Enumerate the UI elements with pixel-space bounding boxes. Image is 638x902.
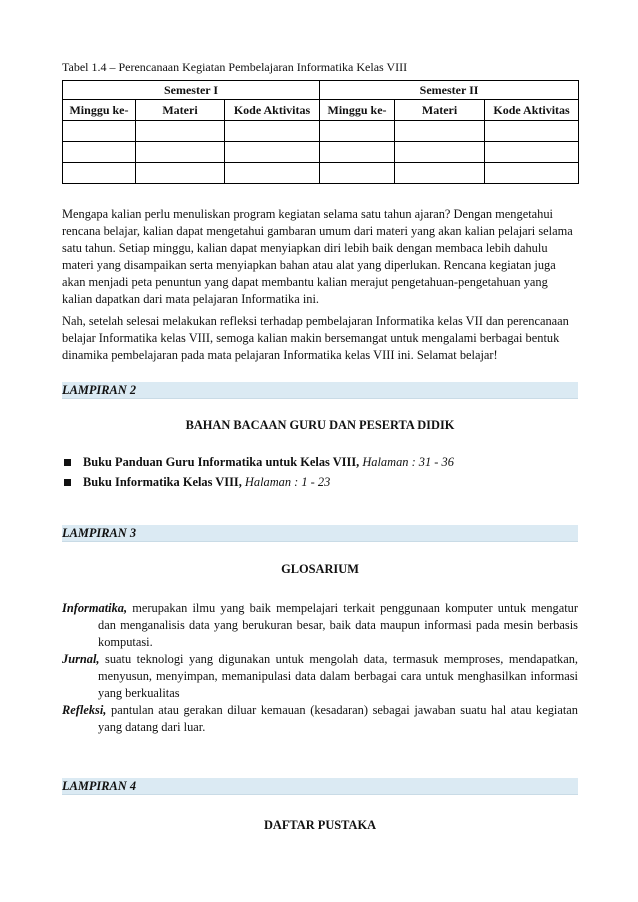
section-band-lampiran-4: LAMPIRAN 4 bbox=[62, 778, 578, 795]
table-cell bbox=[225, 142, 320, 163]
section-band-lampiran-2: LAMPIRAN 2 bbox=[62, 382, 578, 399]
glossary-term: Jurnal, bbox=[62, 652, 100, 666]
table-cell bbox=[320, 121, 395, 142]
lesson-plan-table bbox=[62, 80, 579, 184]
reading-list bbox=[62, 452, 454, 492]
table-row bbox=[63, 142, 579, 163]
table-cell bbox=[485, 142, 579, 163]
paragraph-closing: Nah, setelah selesai melakukan refleksi terhadap pembelajaran Informatika kelas VII dan perencanaan belajar Informatika kelas VIII, semoga kalian makin bersemangat untuk mengalami berbagai bentuk dinamika pembelajaran pada mata pelajaran Informatika kelas VIII ini. Selamat belajar! bbox=[62, 314, 569, 362]
table-cell bbox=[485, 121, 579, 142]
table-cell bbox=[320, 163, 395, 184]
table-cell bbox=[225, 163, 320, 184]
table-cell bbox=[63, 163, 136, 184]
square-bullet-icon bbox=[64, 479, 71, 486]
section-band-lampiran-3: LAMPIRAN 3 bbox=[62, 525, 578, 542]
table-row bbox=[63, 163, 579, 184]
section-heading-reading: BAHAN BACAAN GURU DAN PESERTA DIDIK bbox=[185, 418, 455, 432]
column-header: Kode Aktivitas bbox=[225, 100, 320, 121]
column-header: Minggu ke- bbox=[63, 100, 136, 121]
book-title: Buku Informatika Kelas VIII, bbox=[83, 475, 242, 489]
table-cell bbox=[136, 142, 225, 163]
column-header: Materi bbox=[395, 100, 485, 121]
table-caption: Tabel 1.4 – Perencanaan Kegiatan Pembelajaran Informatika Kelas VIII bbox=[62, 60, 408, 74]
glossary-definition: pantulan atau gerakan diluar kemauan (kesadaran) sebagai jawaban suatu hal atau kegiatan yang datang dari luar. bbox=[98, 703, 578, 734]
section-heading-bibliography: DAFTAR PUSTAKA bbox=[263, 818, 377, 832]
list-item bbox=[62, 472, 454, 492]
glossary-entry bbox=[62, 600, 578, 651]
semester-2-header: Semester II bbox=[320, 81, 579, 100]
glossary-entry bbox=[62, 651, 578, 702]
column-header: Materi bbox=[136, 100, 225, 121]
square-bullet-icon bbox=[64, 459, 71, 466]
book-title: Buku Panduan Guru Informatika untuk Kelas VIII, bbox=[83, 455, 360, 469]
semester-1-header: Semester I bbox=[63, 81, 320, 100]
table-row bbox=[63, 121, 579, 142]
table-cell bbox=[225, 121, 320, 142]
glossary-definition: suatu teknologi yang digunakan untuk mengolah data, termasuk memproses, mendapatkan, menyusun, menyimpan, memanipulasi data dalam berbagai cara untuk menghasilkan informasi yang berkualitas bbox=[98, 652, 578, 700]
table-cell bbox=[136, 121, 225, 142]
glossary-definition: merupakan ilmu yang baik mempelajari terkait penggunaan komputer untuk mengatur dan menganalisis data yang berukuran besar, baik data maupun informasi pada mesin berbasis komputasi. bbox=[98, 601, 578, 649]
glossary-term: Refleksi, bbox=[62, 703, 107, 717]
table-cell bbox=[320, 142, 395, 163]
table-cell bbox=[395, 121, 485, 142]
book-pages: Halaman : 1 - 23 bbox=[241, 475, 331, 489]
glossary-list bbox=[62, 600, 578, 736]
column-header: Minggu ke- bbox=[320, 100, 395, 121]
glossary-entry bbox=[62, 702, 578, 736]
column-header: Kode Aktivitas bbox=[485, 100, 579, 121]
list-item bbox=[62, 452, 454, 472]
table-cell bbox=[63, 121, 136, 142]
table-cell bbox=[395, 163, 485, 184]
glossary-term: Informatika, bbox=[62, 601, 128, 615]
paragraph-intro: Mengapa kalian perlu menuliskan program kegiatan selama satu tahun ajaran? Dengan mengetahui rencana belajar, kalian dapat mengetahui gambaran umum dari materi yang akan kalian pelajari selama satu tahun. Setiap minggu, kalian dapat menyiapkan diri lebih baik dengan membaca lebih dahulu materi yang disampaikan serta menyiapkan bahan atau alat yang diperlukan. Rencana kegiatan juga akan menjadi peta penuntun yang dapat membantu kalian merajut pengetahuan-pengetahuan yang kalian dapatkan dari mata pelajaran Informatika ini. bbox=[62, 207, 573, 306]
book-pages: Halaman : 31 - 36 bbox=[359, 455, 454, 469]
section-heading-glossary: GLOSARIUM bbox=[281, 562, 359, 576]
table-cell bbox=[136, 163, 225, 184]
table-cell bbox=[63, 142, 136, 163]
table-cell bbox=[485, 163, 579, 184]
table-cell bbox=[395, 142, 485, 163]
